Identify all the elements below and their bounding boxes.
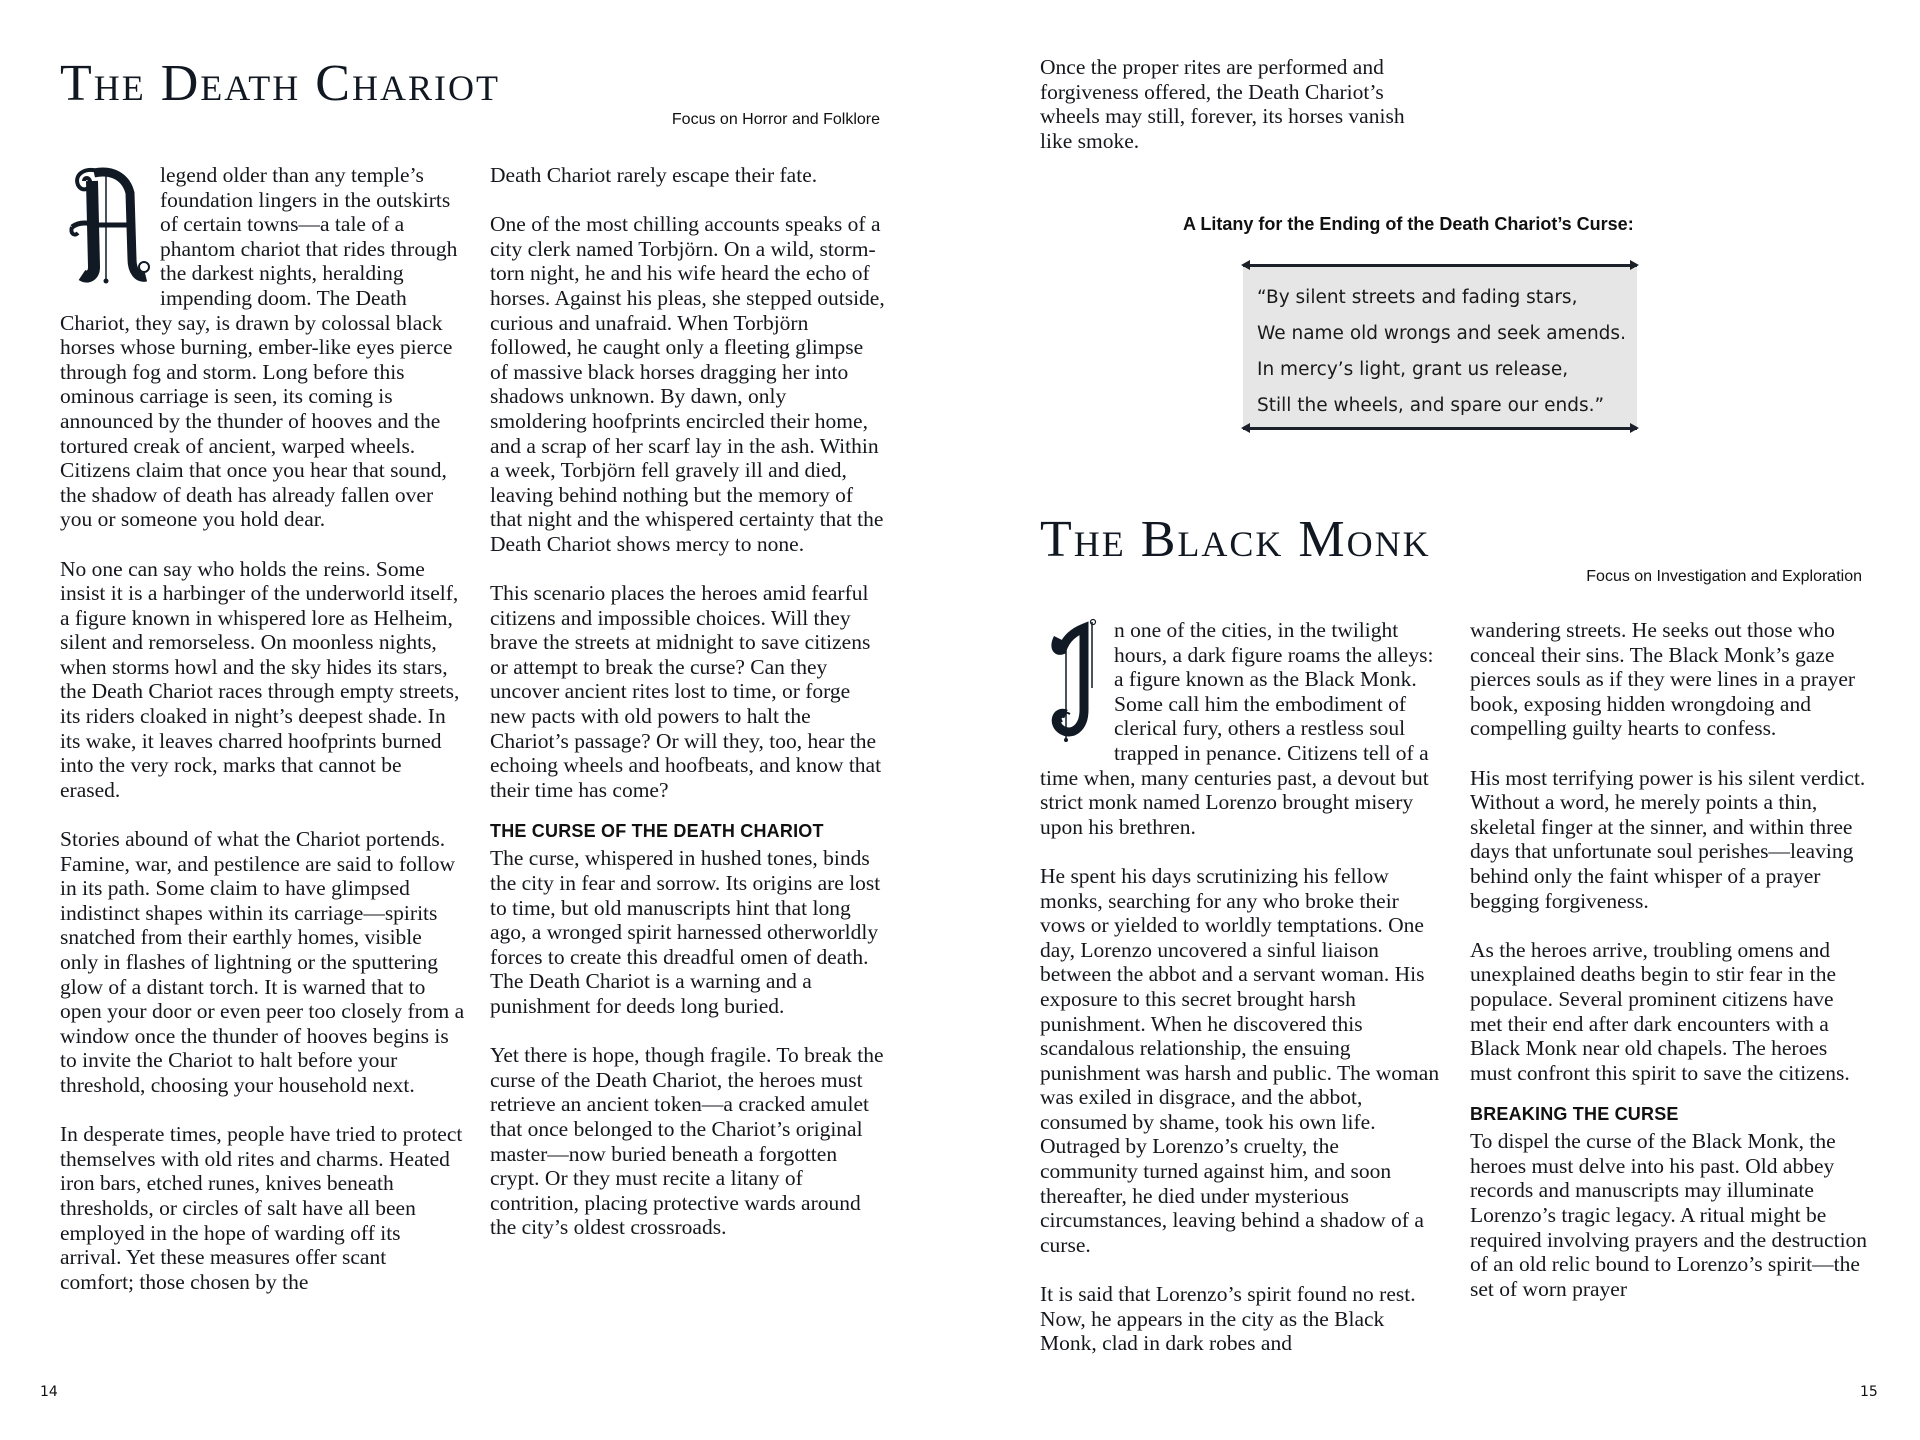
section-heading-breaking-curse: BREAKING THE CURSE xyxy=(1470,1104,1679,1125)
paragraph: Once the proper rites are performed and forgiveness offered, the Death Chariot’s wheels may still, forever, its horses vanish like smoke. xyxy=(1040,55,1405,153)
monk-column-2 xyxy=(1470,618,1870,1301)
chapter-subtitle: Focus on Horror and Folklore xyxy=(671,111,880,128)
page-number-right: 15 xyxy=(1860,1384,1878,1400)
arrow-left-icon xyxy=(1241,423,1250,433)
paragraph: To dispel the curse of the Black Monk, the heroes must delve into his past. Old abbey records and manuscripts may illuminate Lorenzo’s tragic legacy. A ritual might be required involving prayers and the destruction of an old relic bound to Lorenzo’s spirit—the set of worn prayer xyxy=(1470,1129,1868,1301)
litany-top-rule xyxy=(1243,264,1637,267)
drop-cap-i-icon xyxy=(1044,618,1102,742)
intro-text: n one of the cities, in the twilight hours, a dark figure roams the alleys: a figure known as the Black Monk. Some call him the embodiment of clerical fury, others a restless soul trapped in penance. Citizens tell of a time when, many centuries past, a devout but strict monk named Lorenzo brought misery upon his brethren. xyxy=(1040,618,1434,839)
arrow-right-icon xyxy=(1630,423,1639,433)
chapter-subtitle: Focus on Investigation and Exploration xyxy=(1586,568,1862,585)
intro-paragraph xyxy=(60,163,465,532)
paragraph: Yet there is hope, though fragile. To break the curse of the Death Chariot, the heroes must retrieve an ancient token—a cracked amulet that once belonged to the Chariot’s original master—now buried beneath a forgotten crypt. Or they must recite a litany of contrition, placing protective wards around the city’s oldest crossroads. xyxy=(490,1043,884,1240)
paragraph: This scenario places the heroes amid fearful citizens and impossible choices. Will they brave the streets at midnight to save citizens or attempt to break the curse? Can they uncover ancient rites lost to time, or forge new pacts with old powers to halt the Chariot’s passage? Or will they, too, hear the echoing wheels and hoofbeats, and know that their time has come? xyxy=(490,581,882,802)
monk-column-1 xyxy=(1040,618,1440,1356)
litany-line: “By silent streets and fading stars, xyxy=(1257,287,1578,308)
arrow-right-icon xyxy=(1630,260,1639,270)
continuation-text xyxy=(1040,55,1440,153)
paragraph: He spent his days scrutinizing his fellow monks, searching for any who broke their vows or yielded to worldly temptations. One day, Lorenzo uncovered a sinful liaison between the abbot and a servant woman. His exposure to this secret brought harsh punishment. When he discovered this scandalous relationship, the ensuing punishment was harsh and public. The woman was exiled in disgrace, and the abbot, consumed by shame, took his own life. Outraged by Lorenzo’s cruelty, the community turned against him, and soon thereafter, he died under mysterious circumstances, leaving behind a shadow of a curse. xyxy=(1040,863,1440,1257)
paragraph: It is said that Lorenzo’s spirit found no rest. Now, he appears in the city as the Black Monk, clad in dark robes and xyxy=(1040,1282,1416,1356)
left-column-1 xyxy=(60,163,465,1294)
litany-line: We name old wrongs and seek amends. xyxy=(1257,323,1626,344)
paragraph: His most terrifying power is his silent verdict. Without a word, he merely points a thin, skeletal finger at the sinner, and within three days that unfortunate soul perishes—leaving behind only the faint whisper of a prayer begging forgiveness. xyxy=(1470,765,1866,913)
litany-heading: A Litany for the Ending of the Death Chariot’s Curse: xyxy=(1183,214,1634,234)
litany-verse xyxy=(1257,280,1629,424)
chapter-title-death-chariot: The Death Chariot xyxy=(60,55,500,112)
paragraph: In desperate times, people have tried to protect themselves with old rites and charms. Heated iron bars, etched runes, knives beneath thresholds, or circles of salt have all been employed in the hope of warding off its arrival. Yet these measures offer scant comfort; those chosen by the xyxy=(60,1122,463,1294)
paragraph: Stories abound of what the Chariot portends. Famine, war, and pestilence are said to follow in its path. Some claim to have glimpsed indistinct shapes within its carriage—spirits snatched from their earthly homes, visible only in flashes of lightning or the sputtering glow of a distant torch. It is warned that to open your door or even peer too closely from a window once the thunder of hooves begins is to invite the Chariot to halt before your threshold, choosing your household next. xyxy=(60,827,465,1097)
intro-paragraph xyxy=(1040,618,1440,839)
litany-line: In mercy’s light, grant us release, xyxy=(1257,359,1569,380)
litany-line: Still the wheels, and spare our ends.” xyxy=(1257,395,1605,416)
section-heading-curse: THE CURSE OF THE DEATH CHARIOT xyxy=(490,821,824,842)
left-column-2 xyxy=(490,163,885,1240)
page-number-left: 14 xyxy=(40,1384,58,1400)
paragraph: No one can say who holds the reins. Some insist it is a harbinger of the underworld itself, a figure known in whispered lore as Helheim, silent and remorseless. On moonless nights, when storms howl and the sky hides its stars, the Death Chariot races through empty streets, its riders cloaked in night’s deepest shade. In its wake, it leaves charred hoofprints burned into the very rock, marks that cannot be erased. xyxy=(60,556,460,802)
paragraph: One of the most chilling accounts speaks of a city clerk named Torbjörn. On a wild, storm-torn night, he and his wife heard the echo of horses. Against his pleas, she stepped outside, curious and unafraid. When Torbjörn followed, he caught only a fleeting glimpse of massive black horses dragging her into shadows unknown. By dawn, only smoldering hoofprints encircled their home, and a scrap of her scarf lay in the ash. Within a week, Torbjörn fell gravely ill and died, leaving behind nothing but the memory of that night and the whispered certainty that the Death Chariot shows mercy to none. xyxy=(490,212,885,556)
paragraph: Death Chariot rarely escape their fate. xyxy=(490,163,818,187)
chapter-title-black-monk: The Black Monk xyxy=(1040,511,1431,568)
paragraph: As the heroes arrive, troubling omens and unexplained deaths begin to stir fear in the populace. Several prominent citizens have met their end after dark encounters with a Black Monk near old chapels. The heroes must confront this spirit to save the citizens. xyxy=(1470,937,1850,1085)
litany-box xyxy=(1243,264,1637,430)
litany-bottom-rule xyxy=(1243,427,1637,430)
paragraph: wandering streets. He seeks out those who conceal their sins. The Black Monk’s gaze pierces souls as if they were lines in a prayer book, exposing hidden wrongdoing and compelling guilty hearts to confess. xyxy=(1470,618,1856,741)
paragraph: The curse, whispered in hushed tones, binds the city in fear and sorrow. Its origins are lost to time, but old manuscripts hint that long ago, a wronged spirit harnessed otherworldly forces to create this dreadful omen of death. The Death Chariot is a warning and a punishment for deeds long buried. xyxy=(490,846,881,1018)
intro-text: legend older than any temple’s foundation lingers in the outskirts of certain towns—a tale of a phantom chariot that rides through the darkest nights, heralding impending doom. The Death Chariot, they say, is drawn by colossal black horses whose burning, ember-like eyes pierce through fog and storm. Long before this ominous carriage is seen, its coming is announced by the thunder of hooves and the tortured creak of ancient, warped wheels. Citizens claim that once you hear that sound, the shadow of death has already fallen over you or someone you hold dear. xyxy=(60,163,458,532)
drop-cap-a-icon xyxy=(64,163,152,287)
arrow-left-icon xyxy=(1241,260,1250,270)
